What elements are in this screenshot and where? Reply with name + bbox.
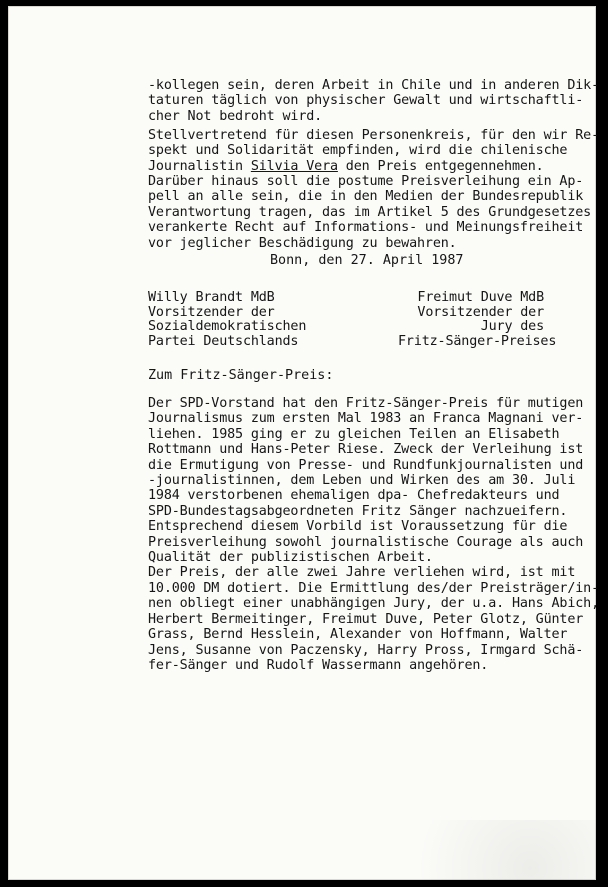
scan-noise (376, 820, 596, 880)
signature-block-left (148, 291, 306, 349)
signature-left-name: Willy Brandt MdB (148, 290, 275, 305)
signature-right-name: Freimut Duve MdB (417, 290, 544, 305)
signature-right-line-2: Vorsitzender der (417, 304, 544, 320)
date-line: Bonn, den 27. April 1987 (270, 253, 464, 268)
signature-block-right (398, 290, 557, 349)
signature-right-line-3: Jury des (480, 319, 544, 335)
paragraph-stellvertretend-start: Stellvertretend für diesen Personenkreis, für den wir Re- spekt und Solidarität empfinden, wird die chilenische Journalistin (148, 128, 599, 174)
paragraph-stellvertretend-end: den Preis entgegennehmen. (337, 158, 544, 174)
signature-left-line-4: Partei Deutschlands (148, 333, 299, 349)
signature-left-line-3: Sozialdemokratischen (148, 319, 307, 335)
paragraph-kollegen: -kollegen sein, deren Arbeit in Chile und in anderen Dik- taturen täglich von physischer Gewalt und wirtschaftli- cher Not bedroht wird. (148, 78, 599, 124)
paragraph-appell: Darüber hinaus soll die postume Preisverleihung ein Ap- pell an alle sein, die in den Medien der Bundesrepublik Verantwortung tragen, das im Artikel 5 des Grundgesetzes verankerte Recht auf Informations- und Meinungsfreiheit vor jeglicher Beschädigung zu bewahren. (148, 174, 592, 251)
document-page (8, 6, 599, 880)
honoree-name: Silvia Vera (250, 158, 338, 174)
paragraph-stellvertretend (148, 128, 599, 174)
signature-right-line-4: Fritz-Sänger-Preises (398, 333, 557, 349)
section-heading: Zum Fritz-Sänger-Preis: (148, 368, 334, 383)
body-text: Der SPD-Vorstand hat den Fritz-Sänger-Preis für mutigen Journalismus zum ersten Mal 1983 an Franca Magnani ver- liehen. 1985 ging er zu gleichen Teilen an Elisabeth Rottmann und Hans-Peter Riese. Zweck der Verleihung ist die Ermutigung von Presse- und Rundfunkjournalisten und -journalistinnen, dem Leben und Wirken des am 30. Juli 1984 verstorbenen ehemaligen dpa- Chefredakteurs und SPD-Bundestagsabgeordneten Fritz Sänger nachzueifern. Entsprechend diesem Vorbild ist Voraussetzung für die Preisverleihung sowohl journalistische Courage als auch Qualität der publizistischen Arbeit. Der Preis, der alle zwei Jahre verliehen wird, ist mit 10.000 DM dotiert. Die Ermittlung des/der Preisträger/in- nen obliegt einer unabhängigen Jury, der u.a. Hans Abich, Herbert Bermeitinger, Freimut Duve, Peter Glotz, Günter Grass, Bernd Hesslein, Alexander von Hoffmann, Walter Jens, Susanne von Paczensky, Harry Pross, Irmgard Schä- fer-Sänger und Rudolf Wassermann angehören. (148, 396, 599, 673)
signature-left-line-2: Vorsitzender der (148, 304, 275, 320)
